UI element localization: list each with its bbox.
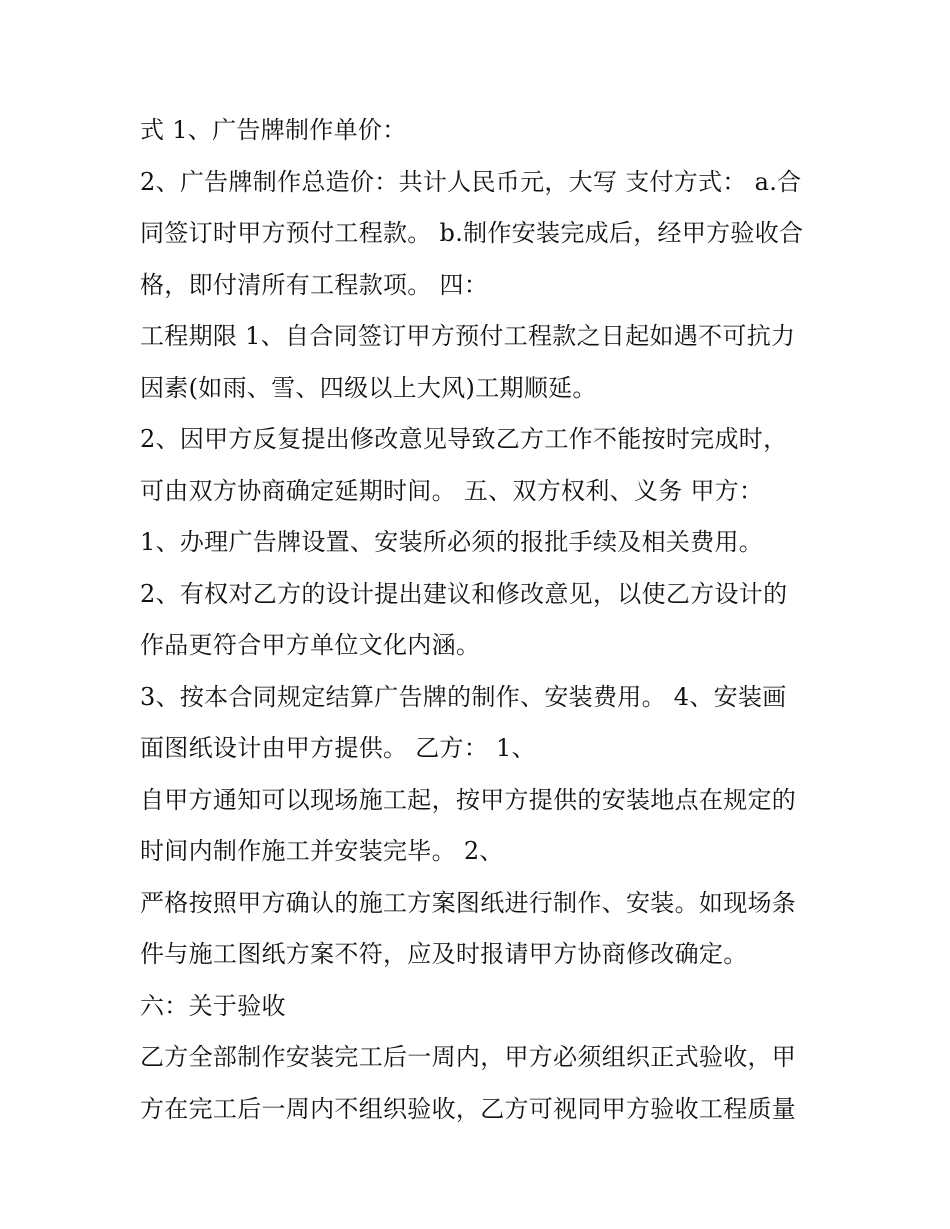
text-line: 时间内制作施工并安装完毕。 2、 [140,837,504,865]
text-line: 格，即付清所有工程款项。 四： [140,270,489,299]
section-heading: 六：关于验收 [140,991,286,1020]
text-line: 面图纸设计由甲方提供。 乙方： 1、 [140,734,536,762]
text-line: 可由双方协商确定延期时间。 五、双方权利、义务 甲方： [140,476,764,505]
text-line: 同签订时甲方预付工程款。 b.制作安装完成后，经甲方验收合 [140,219,804,247]
text-line: 自甲方通知可以现场施工起，按甲方提供的安装地点在规定的 [140,785,797,814]
document-body [140,108,820,1138]
text-line: 2、因甲方反复提出修改意见导致乙方工作不能按时完成时， [140,425,788,453]
text-line: 1、办理广告牌设置、安装所必须的报批手续及相关费用。 [140,528,764,556]
text-line: 方在完工后一周内不组织验收，乙方可视同甲方验收工程质量 [140,1094,797,1123]
text-line: 严格按照甲方确认的施工方案图纸进行制作、安装。如现场条 [140,888,797,917]
text-line: 因素(如雨、雪、四级以上大风)工期顺延。 [140,373,597,402]
text-line: 工程期限 1、自合同签订甲方预付工程款之日起如遇不可抗力 [140,322,796,350]
text-line: 件与施工图纸方案不符，应及时报请甲方协商修改确定。 [140,940,748,968]
text-line: 2、广告牌制作总造价：共计人民币元，大写 支付方式： a.合 [140,167,802,196]
text-line: 作品更符合甲方单位文化内涵。 [140,631,481,659]
text-line: 3、按本合同规定结算广告牌的制作、安装费用。 4、安装画 [140,682,787,711]
text-line: 2、有权对乙方的设计提出建议和修改意见，以使乙方设计的 [140,579,788,608]
text-line: 乙方全部制作安装完工后一周内，甲方必须组织正式验收，甲 [140,1043,797,1071]
text-line: 式 1、广告牌制作单价： [140,116,407,144]
